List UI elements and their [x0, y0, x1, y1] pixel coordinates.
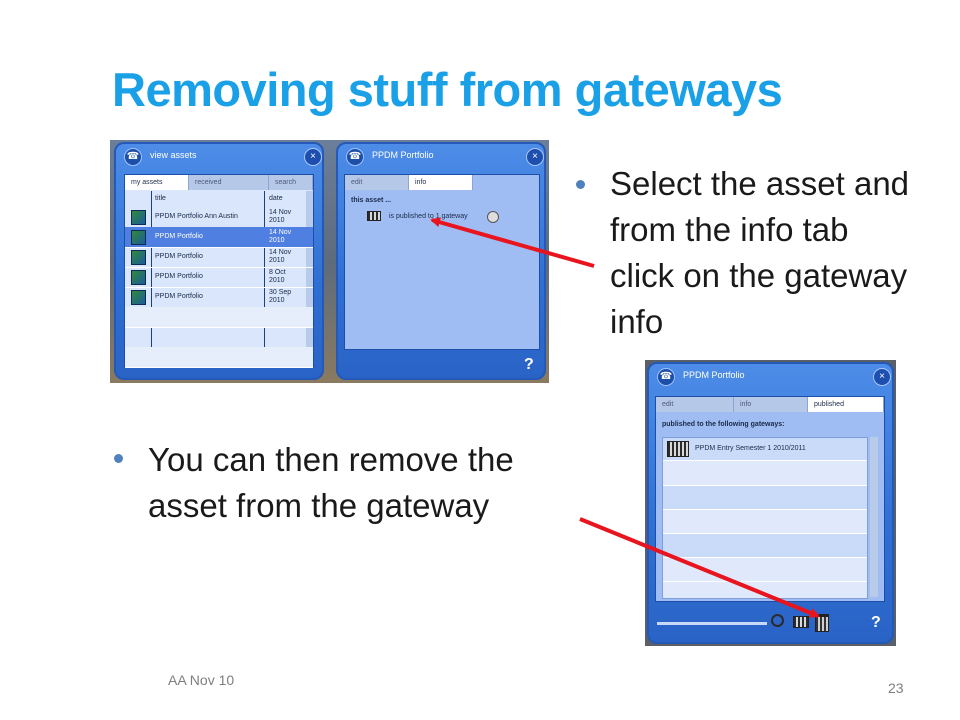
gateway-info-link[interactable]: is published to 1 gateway [389, 213, 468, 220]
close-icon[interactable]: × [526, 148, 544, 166]
portfolio-logo-icon: ☎ [657, 368, 675, 386]
column-header-date[interactable]: date [269, 195, 283, 202]
column-header-title[interactable]: title [155, 195, 166, 202]
help-icon[interactable]: ? [871, 614, 881, 631]
tab-label: my assets [131, 179, 163, 186]
published-title: PPDM Portfolio [683, 370, 745, 380]
asset-title: PPDM Portfolio [155, 293, 203, 300]
asset-title: PPDM Portfolio [155, 273, 203, 280]
close-icon[interactable]: × [304, 148, 322, 166]
tab-label: edit [662, 401, 674, 408]
tab-label: info [415, 179, 427, 186]
tab-label: search [275, 179, 297, 186]
asset-title: PPDM Portfolio [155, 253, 203, 260]
tab-label: info [740, 401, 752, 408]
view-assets-title: view assets [150, 150, 197, 160]
asset-title: PPDM Portfolio Ann Austin [155, 213, 238, 220]
slide-title: Removing stuff from gateways [112, 63, 783, 116]
portfolio-logo-icon: ☎ [124, 148, 142, 166]
asset-date: 14 Nov 2010 [269, 229, 292, 244]
gateway-name: PPDM Entry Semester 1 2010/2011 [695, 445, 806, 452]
asset-date: 14 Nov 2010 [269, 209, 292, 224]
tab-label: received [195, 179, 222, 186]
tab-label: edit [351, 179, 363, 186]
arrow-to-gateway-info [432, 220, 594, 266]
slide-number: 23 [888, 680, 904, 696]
published-heading: published to the following gateways: [662, 421, 785, 428]
asset-title: PPDM Portfolio [155, 233, 203, 240]
portfolio-logo-icon: ☎ [346, 148, 364, 166]
asset-date: 8 Oct 2010 [269, 269, 286, 284]
close-icon[interactable]: × [873, 368, 891, 386]
help-icon[interactable]: ? [524, 356, 534, 373]
footer-left: AA Nov 10 [168, 672, 235, 688]
asset-date: 30 Sep 2010 [269, 289, 292, 304]
asset-date: 14 Nov 2010 [269, 249, 292, 264]
asset-info-title: PPDM Portfolio [372, 150, 434, 160]
tab-label: published [814, 401, 844, 408]
bullet-select-asset: Select the asset and from the info tab click on the gateway info [610, 165, 910, 340]
info-heading: this asset ... [351, 197, 392, 204]
arrow-to-trash-icon [580, 519, 818, 616]
bullet-remove-asset: You can then remove the asset from the gateway [148, 441, 514, 524]
